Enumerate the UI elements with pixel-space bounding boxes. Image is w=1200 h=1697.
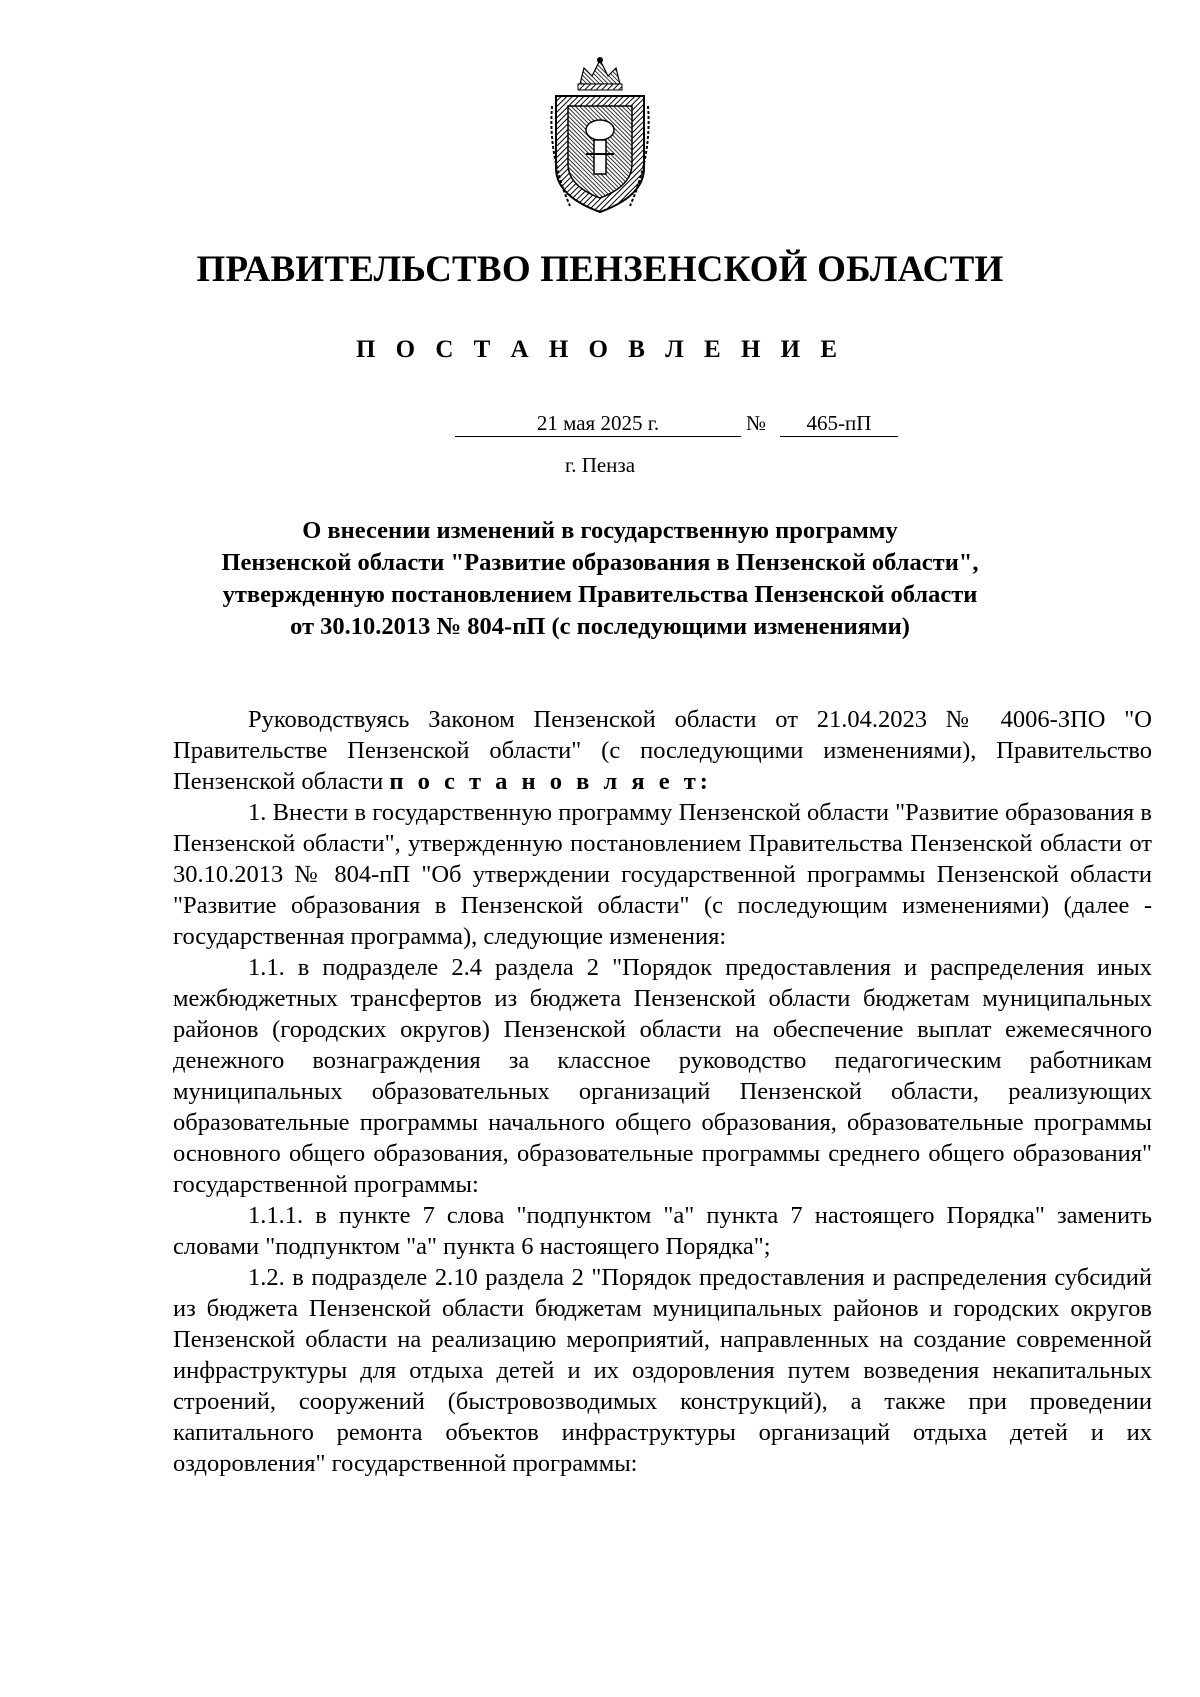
intro-paragraph xyxy=(173,704,1152,797)
paragraph-1-2: 1.2. в подразделе 2.10 раздела 2 "Порядок предоставления и распределения субсидий из бюджета Пензенской области бюджетам муниципальных районов и городских округов Пензенской области на реализацию мероприятий, направленных на создание современной инфраструктуры для отдыха детей и их оздоровления путем возведения некапитальных строений, сооружений (быстровозводимых конструкций), а также при проведении капитального ремонта объектов инфраструктуры организаций отдыха детей и их оздоровления" государственной программы: xyxy=(173,1264,1152,1477)
coat-of-arms-icon xyxy=(550,56,650,216)
document-number: 465-пП xyxy=(780,410,898,437)
document-heading xyxy=(0,515,1200,643)
heading-line: утвержденную постановлением Правительства Пензенской области xyxy=(222,581,978,608)
document-type: П О С Т А Н О В Л Е Н И Е xyxy=(355,336,845,363)
heading-line: Пензенской области "Развитие образования в Пензенской области", xyxy=(221,549,979,576)
resolves-word: п о с т а н о в л я е т: xyxy=(389,768,712,795)
heading-line: от 30.10.2013 № 804-пП (с последующими изменениями) xyxy=(290,613,910,640)
paragraph-1-1: 1.1. в подразделе 2.4 раздела 2 "Порядок предоставления и распределения иных межбюджетных трансфертов из бюджета Пензенской области бюджетам муниципальных районов (городских округов) Пензенской области на обеспечение выплат ежемесячного денежного вознаграждения за классное руководство педагогическим работникам муниципальных образовательных организаций Пензенской области, реализующих образовательные программы начального общего образования, образовательные программы основного общего образования, образовательные программы среднего общего образования" государственной программы: xyxy=(173,954,1152,1198)
document-body xyxy=(173,704,1152,1479)
paragraph-1: 1. Внести в государственную программу Пензенской области "Развитие образования в Пензенской области", утвержденную постановлением Правительства Пензенской области от 30.10.2013 № 804-пП "Об утверждении государственной программы Пензенской области "Развитие образования в Пензенской области" (с последующим изменениями) (далее - государственная программа), следующие изменения: xyxy=(173,799,1152,950)
document-city: г. Пенза xyxy=(564,453,636,477)
intro-text: Руководствуясь Законом Пензенской области от 21.04.2023 № 4006-ЗПО "О Правительстве Пензенской области" (с последующими изменениями), Правительство Пензенской области xyxy=(173,706,1152,795)
document-date: 21 мая 2025 г. xyxy=(455,410,741,437)
number-sign: № xyxy=(746,411,767,435)
heading-line: О внесении изменений в государственную программу xyxy=(302,517,898,544)
organization-title: ПРАВИТЕЛЬСТВО ПЕНЗЕНСКОЙ ОБЛАСТИ xyxy=(196,249,1004,290)
paragraph-1-1-1: 1.1.1. в пункте 7 слова "подпунктом "а" пункта 7 настоящего Порядка" заменить словами "подпунктом "а" пункта 6 настоящего Порядка"; xyxy=(173,1202,1152,1260)
